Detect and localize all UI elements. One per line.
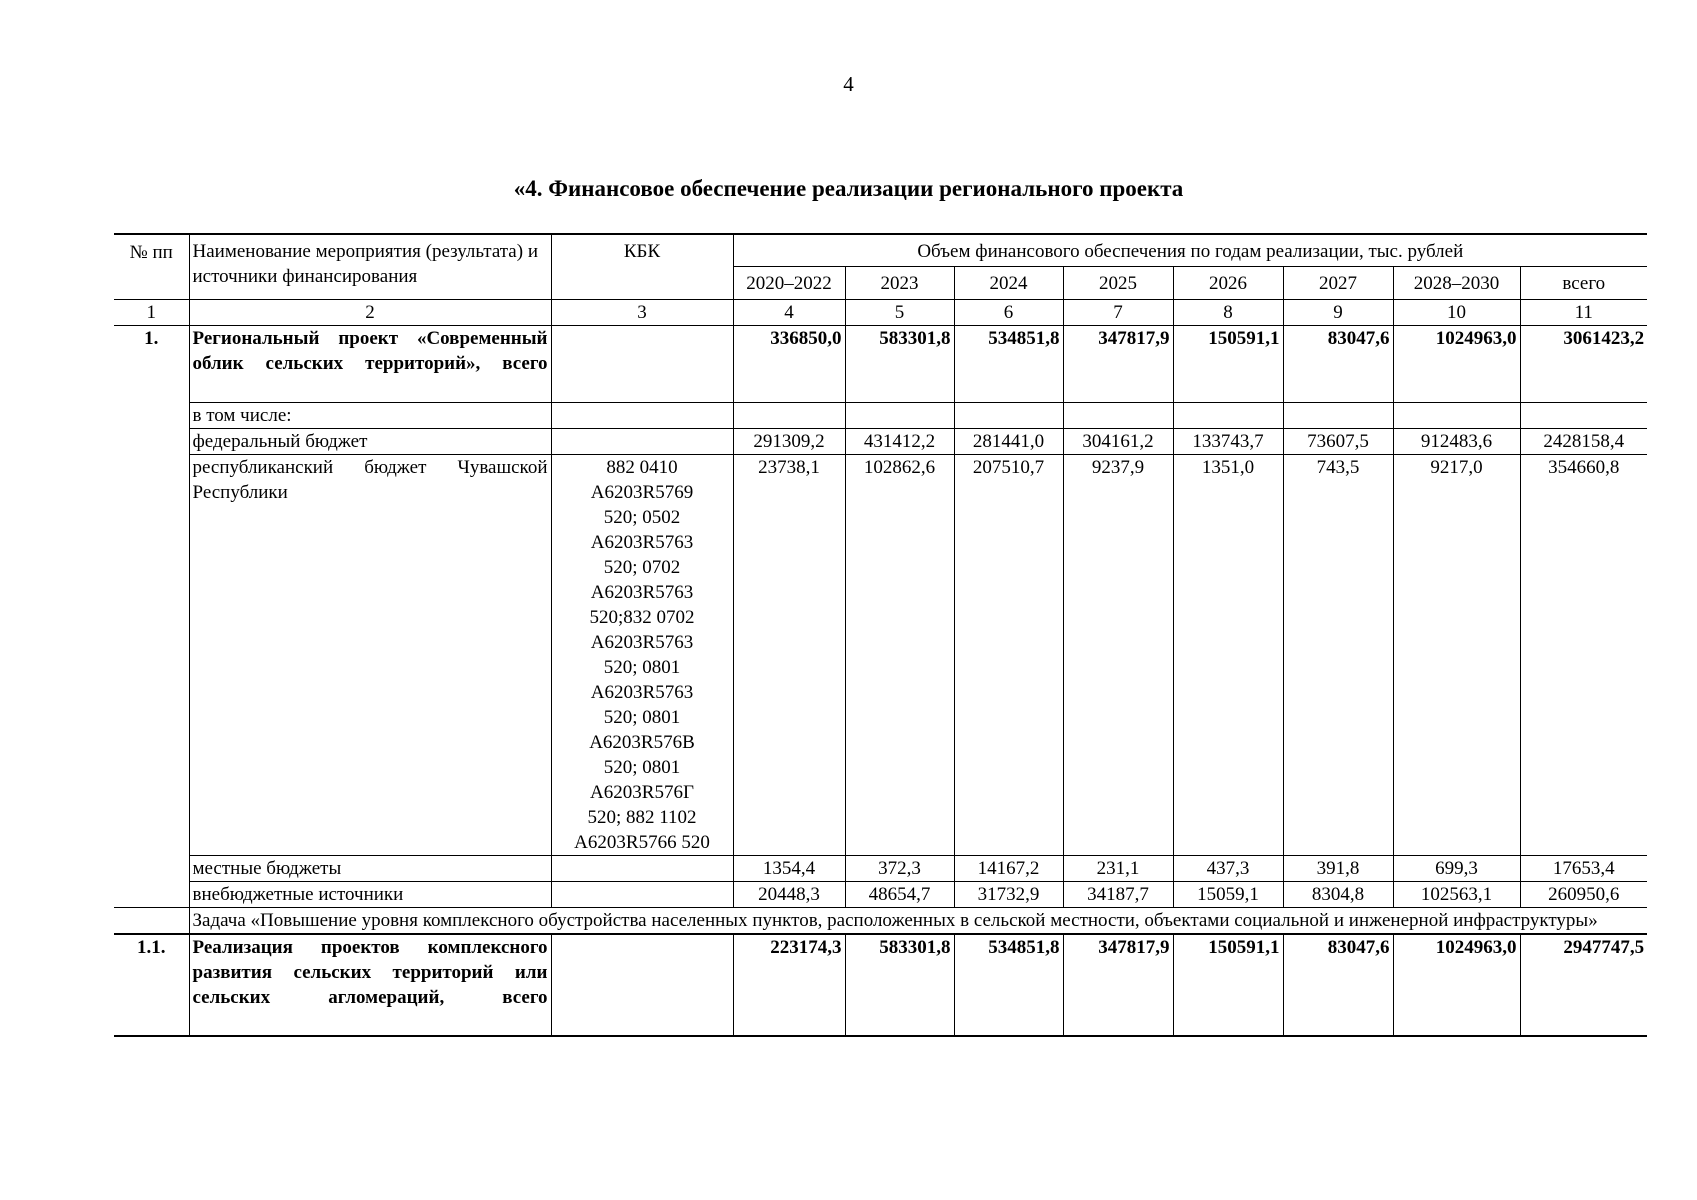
value-cell: 372,3 <box>878 858 921 879</box>
table-row-project <box>114 326 1647 403</box>
row-name: федеральный бюджет <box>192 431 368 452</box>
row-name: Региональный проект «Современный облик сельских территорий», всего <box>192 328 548 374</box>
value-cell: 48654,7 <box>868 884 931 905</box>
header-col-kbk: КБК <box>623 241 661 262</box>
value-cell: 1024963,0 <box>1435 937 1517 958</box>
value-cell: 73607,5 <box>1307 431 1369 452</box>
value-cell: 1351,0 <box>1201 457 1255 478</box>
col-number: 1 <box>146 302 156 323</box>
table-row-local <box>114 856 1647 882</box>
value-cell: 2428158,4 <box>1543 431 1625 452</box>
kbk-code: A6203R5769 <box>590 482 694 503</box>
page-number: 4 <box>843 72 854 96</box>
row-number: 1.1. <box>137 937 166 958</box>
col-number: 11 <box>1574 302 1593 323</box>
year-2020-2022: 2020–2022 <box>746 272 832 294</box>
table-row-federal <box>114 429 1647 455</box>
table-row-subproject <box>114 934 1647 1036</box>
table-row-republic <box>114 455 1647 856</box>
kbk-code: A6203R576B <box>589 732 695 753</box>
task-text: Задача «Повышение уровня комплексного обустройства населенных пунктов, расположенных в сельской местности, объектами социальной и инженерной инфраструктуры» <box>192 910 1598 931</box>
column-numbers-row <box>114 300 1647 326</box>
kbk-code: A6203R5763 <box>590 632 694 653</box>
value-cell: 304161,2 <box>1082 431 1154 452</box>
header-col-name: Наименование мероприятия (результата) и источники финансирования <box>192 241 538 287</box>
year-2023: 2023 <box>880 272 919 294</box>
year-total: всего <box>1562 272 1606 294</box>
year-2028-2030: 2028–2030 <box>1413 272 1500 294</box>
row-number: 1. <box>144 328 159 349</box>
row-name: внебюджетные источники <box>192 884 404 905</box>
table-row-task <box>114 908 1647 935</box>
kbk-code: 520; 0502 <box>603 507 681 528</box>
kbk-code: 520; 0801 <box>603 707 681 728</box>
value-cell: 437,3 <box>1206 858 1250 879</box>
year-2024: 2024 <box>989 272 1028 294</box>
value-cell: 1024963,0 <box>1435 328 1517 349</box>
value-cell: 354660,8 <box>1548 457 1620 478</box>
value-cell: 31732,9 <box>977 884 1040 905</box>
header-col-volume: Объем финансового обеспечения по годам реализации, тыс. рублей <box>917 241 1464 262</box>
kbk-code: 520;832 0702 <box>589 607 695 628</box>
value-cell: 3061423,2 <box>1563 328 1645 349</box>
value-cell: 83047,6 <box>1327 328 1390 349</box>
kbk-code: A6203R576Г <box>590 782 694 803</box>
value-cell: 534851,8 <box>988 937 1060 958</box>
row-name: местные бюджеты <box>192 858 342 879</box>
table-row-including <box>114 403 1647 429</box>
value-cell: 391,8 <box>1316 858 1360 879</box>
value-cell: 150591,1 <box>1208 328 1280 349</box>
header-row <box>114 234 1647 267</box>
year-2027: 2027 <box>1319 272 1357 294</box>
row-name: Реализация проектов комплексного развития сельских территорий или сельских агломераций, всего <box>192 937 548 1008</box>
col-number: 4 <box>784 302 794 323</box>
document-title: «4. Финансовое обеспечение реализации регионального проекта <box>513 176 1184 201</box>
value-cell: 9217,0 <box>1430 457 1483 478</box>
value-cell: 260950,6 <box>1548 884 1620 905</box>
value-cell: 34187,7 <box>1087 884 1149 905</box>
value-cell: 281441,0 <box>972 431 1045 452</box>
row-name: в том числе: <box>192 405 292 426</box>
value-cell: 743,5 <box>1316 457 1360 478</box>
value-cell: 102862,6 <box>863 457 936 478</box>
value-cell: 102563,1 <box>1420 884 1493 905</box>
value-cell: 14167,2 <box>977 858 1040 879</box>
kbk-code: 520; 0801 <box>603 757 681 778</box>
value-cell: 207510,7 <box>972 457 1045 478</box>
value-cell: 912483,6 <box>1420 431 1493 452</box>
header-col-no: № пп <box>129 242 173 263</box>
table-row-extrabudgetary <box>114 882 1647 908</box>
value-cell: 291309,2 <box>753 431 825 452</box>
col-number: 9 <box>1333 302 1343 323</box>
value-cell: 9237,9 <box>1091 457 1145 478</box>
value-cell: 583301,8 <box>879 937 951 958</box>
value-cell: 20448,3 <box>758 884 820 905</box>
value-cell: 347817,9 <box>1098 328 1170 349</box>
value-cell: 336850,0 <box>770 328 842 349</box>
value-cell: 431412,2 <box>863 431 936 452</box>
col-number: 10 <box>1447 302 1466 323</box>
value-cell: 534851,8 <box>988 328 1060 349</box>
value-cell: 150591,1 <box>1208 937 1280 958</box>
value-cell: 1354,4 <box>762 858 816 879</box>
value-cell: 83047,6 <box>1327 937 1390 958</box>
value-cell: 347817,9 <box>1098 937 1170 958</box>
kbk-code: A6203R5766 520 <box>574 832 710 853</box>
value-cell: 699,3 <box>1435 858 1478 879</box>
col-number: 2 <box>365 302 375 323</box>
col-number: 3 <box>637 302 647 323</box>
kbk-code: A6203R5763 <box>590 532 694 553</box>
row-name: республиканский бюджет Чувашской Республики <box>192 457 548 503</box>
kbk-code: A6203R5763 <box>590 582 694 603</box>
year-2026: 2026 <box>1209 272 1247 294</box>
value-cell: 223174,3 <box>770 937 842 958</box>
kbk-code: 520; 882 1102 <box>587 807 697 828</box>
col-number: 5 <box>894 302 905 323</box>
value-cell: 2947747,5 <box>1563 937 1645 958</box>
kbk-code: A6203R5763 <box>590 682 694 703</box>
value-cell: 133743,7 <box>1192 431 1264 452</box>
value-cell: 8304,8 <box>1311 884 1365 905</box>
col-number: 7 <box>1113 302 1123 323</box>
value-cell: 231,1 <box>1096 858 1140 879</box>
kbk-code: 882 0410 <box>606 457 678 478</box>
financing-table <box>114 233 1647 1037</box>
col-number: 6 <box>1003 302 1014 323</box>
kbk-code: 520; 0801 <box>603 657 681 678</box>
value-cell: 23738,1 <box>758 457 820 478</box>
value-cell: 15059,1 <box>1197 884 1259 905</box>
value-cell: 583301,8 <box>879 328 951 349</box>
kbk-code: 520; 0702 <box>603 557 681 578</box>
col-number: 8 <box>1223 302 1233 323</box>
value-cell: 17653,4 <box>1552 858 1615 879</box>
year-2025: 2025 <box>1099 272 1137 294</box>
